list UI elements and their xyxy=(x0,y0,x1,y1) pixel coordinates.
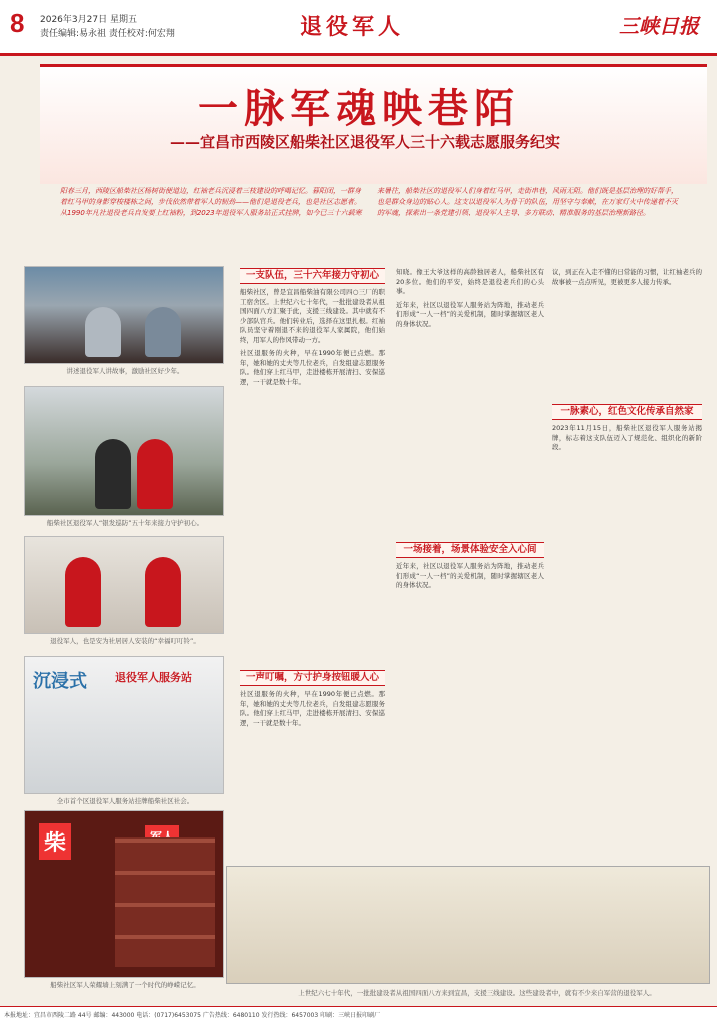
poster-char: 柴 xyxy=(39,823,71,860)
paragraph: 近年来，社区以退役军人服务站为阵地，推动老兵们形成“一人一档”的关爱机制，随时掌握辖区老人的身体状况。 xyxy=(396,300,544,328)
photo-patrol xyxy=(24,386,224,516)
subhead-3: 一声叮嘱，方寸护身按钮暖人心 xyxy=(240,670,385,686)
caption-historic: 上世纪六七十年代，一批批建设者从祖国四面八方来到宜昌，支援三线建设。这些建设者中，就有不少来自军营的退役军人。 xyxy=(298,989,656,997)
masthead xyxy=(0,0,717,56)
section-title: 退役军人 xyxy=(300,14,405,40)
caption-photo-3: 退役军人，也是安为社居居人安装的“幸福叮叮铃”。 xyxy=(50,637,200,645)
article-column-4b xyxy=(552,424,702,860)
subhead-1: 一支队伍，三十六年接力守初心 xyxy=(240,268,385,284)
editors: 责任编辑:易永祖 责任校对:何宏翔 xyxy=(40,29,175,39)
paragraph: 近年来，社区以退役军人服务站为阵地，推动老兵们形成“一人一档”的关爱机制，随时掌握辖区老人的身体状况。 xyxy=(396,562,544,589)
article-column-2a xyxy=(240,288,385,548)
photo-sign-text: 沉浸式 xyxy=(33,671,87,692)
paragraph: 2023年11月15日，船柴社区退役军人服务站揭牌，标志着这支队伍迈入了规范化、组织化的新阶段。 xyxy=(552,424,702,451)
subhead-4: 一脉素心，红色文化传承自然家 xyxy=(552,404,702,420)
date-line: 2026年3月27日 星期五 xyxy=(40,15,137,25)
article-column-2b xyxy=(240,690,385,860)
paragraph: 社区退服务的火种，早在1990年便已点燃。那年，她和她的丈夫等几位老兵，自发组建志愿服务队。他们穿上红马甲，走进楼栋开展清扫、安保巡逻，一干就是数十年。 xyxy=(240,349,385,386)
photo-frames xyxy=(115,837,215,967)
page-number: 8 xyxy=(10,8,25,38)
photo-service-station xyxy=(24,656,224,794)
intro-paragraph: 阳春三月，西陵区船柴社区杨树街便道边，红袖老兵沉浸着三枝建设的呼喝记忆。暮阳闭，一群身着红马甲的身影穿梭楼栋之间，步伐依然带着军人的韧劲——他们是退役老兵，也是社区志愿者。从1990年凡社退役老兵自发要上红袖粉，到2023年退役军人服务站正式挂牌，如今已三十六载寒来暑往，船柴社区的退役军人们身着红马甲，走街串巷，风雨无阻。他们既是基层治理的好帮手，也是群众身边的贴心人。这支以退役军人为骨干的队伍，用坚守与奉献，在万家灯火中传递着不灭的军魂，探索出一条党建引领、退役军人主导、多方联动、精准服务的基层治理新路径。 xyxy=(60,187,678,217)
brand-logo: 三峡日报 xyxy=(619,14,699,38)
subheadline: ——宜昌市西陵区船柴社区退役军人三十六载志愿服务纪实 xyxy=(170,133,561,151)
caption-photo-2: 船柴社区退役军人“银发巡防”五十年来接力守护初心。 xyxy=(46,519,204,527)
article-column-3b xyxy=(396,562,544,860)
photo-sign-text-2: 退役军人服务站 xyxy=(115,671,192,684)
paragraph: 社区退服务的火种，早在1990年便已点燃。那年，她和她的丈夫等几位老兵，自发组建志愿服务队。他们穿上红马甲，走进楼栋开展清扫、安保巡逻，一干就是数十年。 xyxy=(240,690,385,727)
caption-photo-4: 全市首个区退役军人服务站挂牌船柴社区社会。 xyxy=(56,797,194,805)
photo-historic xyxy=(226,866,710,984)
article-column-3a xyxy=(396,268,544,538)
headline: 一脉军魂映巷陌 xyxy=(198,85,520,132)
photo-volunteers xyxy=(24,536,224,634)
photo-honor-wall xyxy=(24,810,224,978)
photo-storytelling xyxy=(24,266,224,364)
caption-photo-5: 船柴社区军人荣耀墙上刻满了一个时代的峥嵘记忆。 xyxy=(50,981,200,989)
paragraph: 议，到正在入走不懂的日常能的习惯，让红袖老兵的故事被一点点听见，更被更多人接力传承。 xyxy=(552,268,702,286)
paragraph: 知晓。像王大爷这样的高龄独居老人，船柴社区有20多位。他们的平安，始终是退役老兵们的心头事。 xyxy=(396,268,544,295)
subhead-2: 一场接着，场景体验安全入心间 xyxy=(396,542,544,558)
footer: 本报地址：宜昌市西陵二路 44号 邮编：443000 电话：(0717)6453075 广告热线：6480110 发行热线：6457003 印刷：三峡日报印刷厂 xyxy=(0,1006,717,1024)
paragraph: 船柴社区，曾是宜昌船柴油有限公司四○三厂的职工宿舍区。上世纪六七十年代，一批批建设者从祖国四面八方汇聚于此，支援三线建设。其中就有不少部队官兵。他们转业后，选择在这里扎根。红袖队员坚守着刚退不来的退役军人家属院，他们始终，用军人的作风带动一方。 xyxy=(240,288,385,344)
article-column-4a xyxy=(552,268,702,388)
hero-banner xyxy=(40,64,707,184)
caption-photo-1: 讲述退役军人讲故事，激励社区好少年。 xyxy=(66,367,184,375)
